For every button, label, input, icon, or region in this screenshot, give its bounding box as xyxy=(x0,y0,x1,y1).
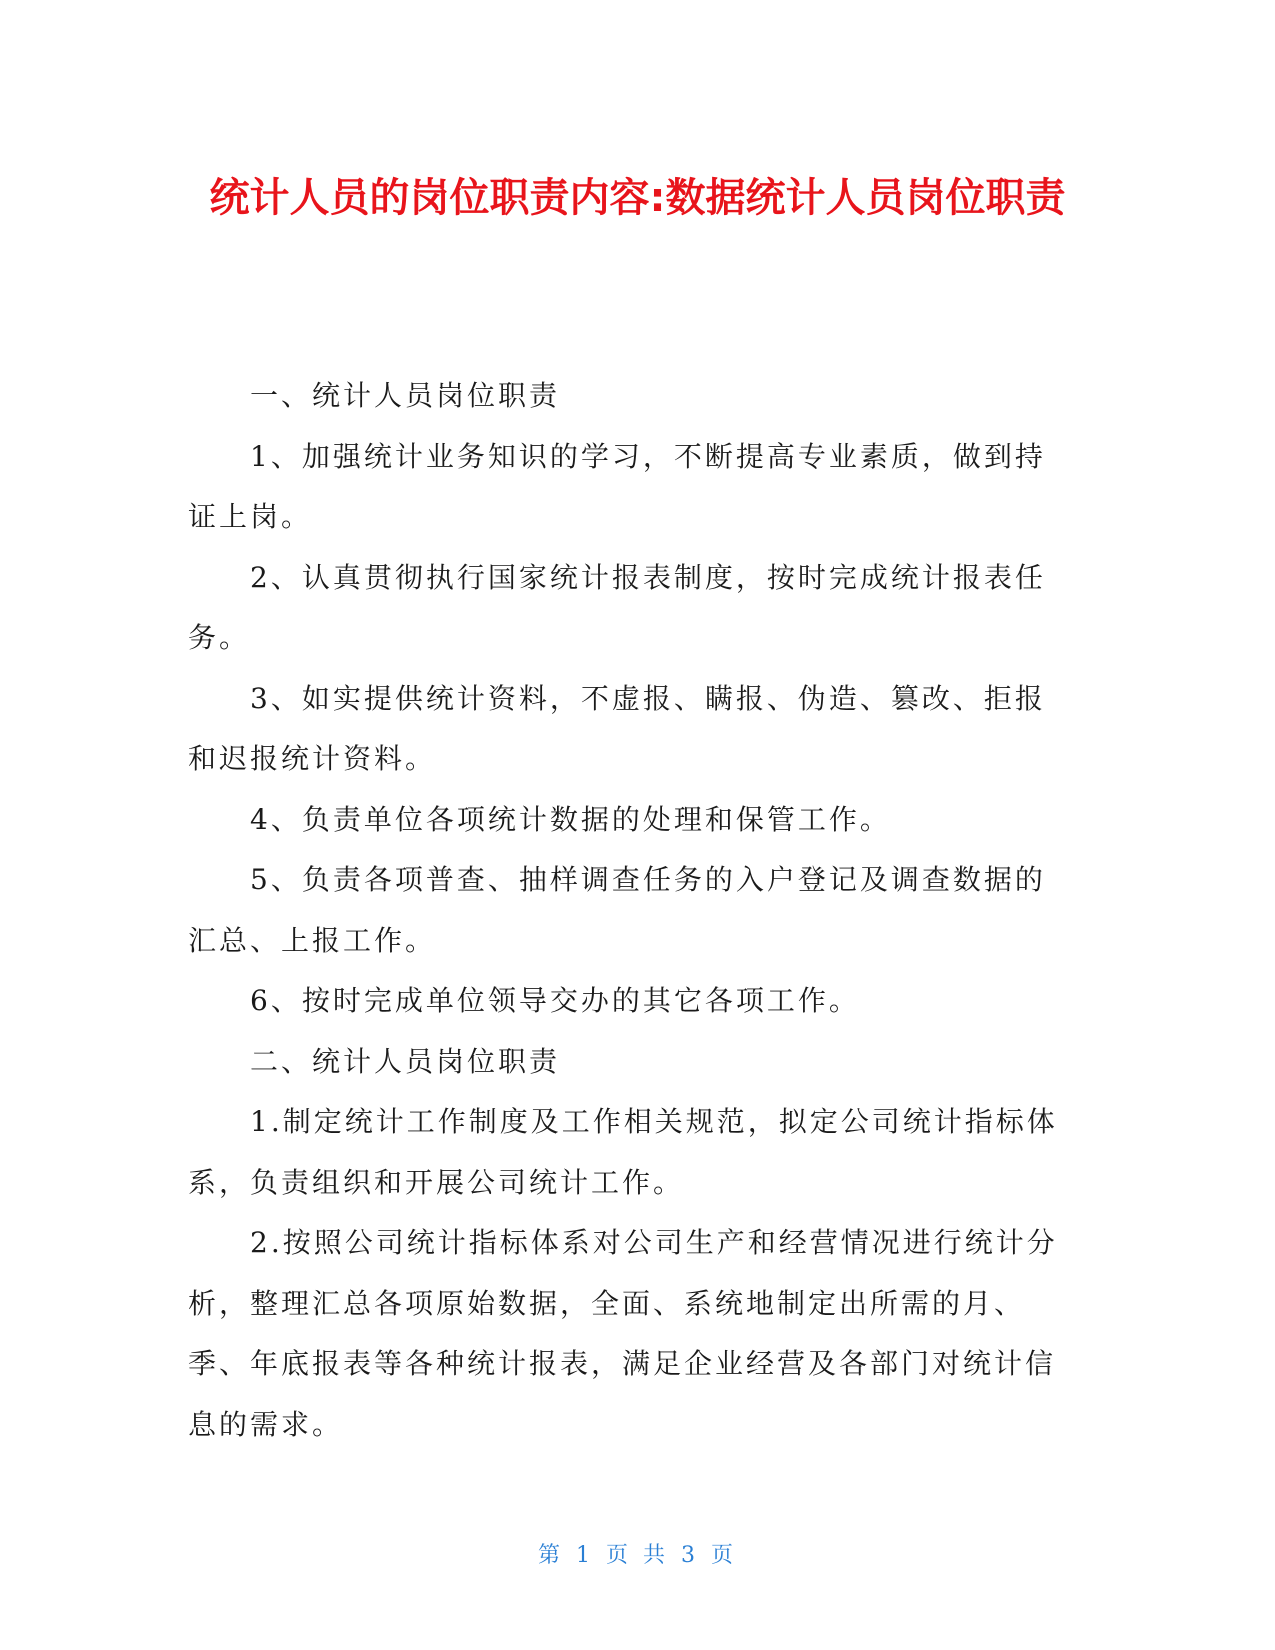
duty-item-2: 2、认真贯彻执行国家统计报表制度，按时完成统计报表任务。 xyxy=(188,560,1046,654)
section-heading-1: 一、统计人员岗位职责 xyxy=(250,379,561,412)
page-footer xyxy=(0,1538,1275,1569)
footer-middle: 页 共 xyxy=(606,1543,669,1568)
footer-suffix: 页 xyxy=(711,1543,738,1568)
duty-item-6: 6、按时完成单位领导交办的其它各项工作。 xyxy=(250,984,860,1017)
document-body xyxy=(188,366,1068,1455)
duty-item-5: 5、负责各项普查、抽样调查任务的入户登记及调查数据的汇总、上报工作。 xyxy=(188,863,1046,957)
duty-item-4: 4、负责单位各项统计数据的处理和保管工作。 xyxy=(250,802,891,836)
duty-item-2-1: 1.制定统计工作制度及工作相关规范，拟定公司统计指标体系，负责组织和开展公司统计工作。 xyxy=(188,1105,1058,1199)
section-heading-2: 二、统计人员岗位职责 xyxy=(250,1044,561,1078)
duty-item-2-2: 2.按照公司统计指标体系对公司生产和经营情况进行统计分析，整理汇总各项原始数据，全面、系统地制定出所需的月、季、年底报表等各种统计报表，满足企业经营及各部门对统计信息的需求。 xyxy=(188,1226,1058,1441)
footer-total-pages: 3 xyxy=(681,1543,699,1568)
duty-item-1: 1、加强统计业务知识的学习，不断提高专业素质，做到持证上岗。 xyxy=(188,439,1046,533)
footer-prefix: 第 xyxy=(537,1543,564,1568)
document-title: 统计人员的岗位职责内容:数据统计人员岗位职责 xyxy=(209,175,1066,221)
footer-current-page: 1 xyxy=(576,1543,594,1568)
duty-item-3: 3、如实提供统计资料，不虚报、瞒报、伪造、篡改、拒报和迟报统计资料。 xyxy=(188,681,1046,775)
